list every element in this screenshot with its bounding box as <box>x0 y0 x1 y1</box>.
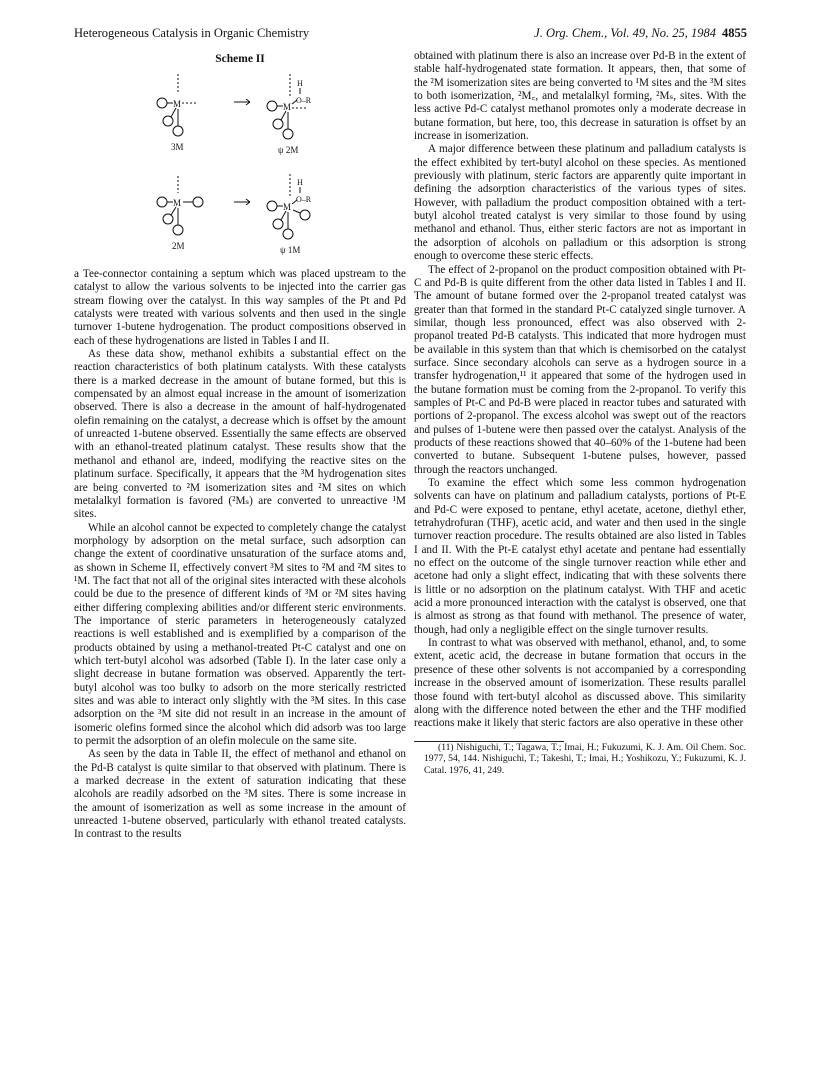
paragraph: While an alcohol cannot be expected to completely change the catalyst morphology by adsorption on the metal surface, such adsorption can change the extent of coordinative unsaturation of the surface atoms and, as shown in Scheme II, effectively convert ³M sites to ²M and ²M sites to ¹M. The fact that not all of the original sites interacted with these alcohols could be due to the presence of different kinds of ³M or ²M sites having either differing complexing abilities and/or different steric environments. The importance of steric parameters in heterogeneously catalyzed reactions is well established and is exemplified by a comparison of the products obtained by using a methanol-treated Pt-C catalyst and one on which tert-butyl alcohol was adsorbed (Table I). In the later case only a slight decrease in butane formation was observed. Apparently the tert-butyl alcohol was too bulky to adsorb on the more sterically restricted sites and was able to interact only slightly with the ³M sites. In this case adsorption on the ³M site did not result in an increase in the amount of isomeric olefins formed since the alcohol which did adsorb was too large to permit the adsorption of an olefin molecule on the same site. <box>74 521 406 748</box>
site-psi-2M-structure <box>267 74 312 139</box>
running-title: Heterogeneous Catalysis in Organic Chemistry <box>74 26 310 40</box>
svg-text:O–R: O–R <box>296 195 312 204</box>
svg-text:H: H <box>297 178 303 187</box>
paragraph: As seen by the data in Table II, the effect of methanol and ethanol on the Pd-B catalyst is quite similar to that observed with platinum. There is a marked decrease in the extent of saturation indicating that these alcohols are readily adsorbed on the ³M sites. There is some increase in the amount of isomerization as well as some increase in the amount of unreacted 1-butene observed, particularly with ethanol treated catalysts. In contrast to the results <box>74 748 406 841</box>
paragraph: To examine the effect which some less common hydrogenation solvents can have on platinum and palladium catalysts, portions of Pt-E and Pd-C were exposed to pentane, ethyl acetate, acetone, diethyl ether, tetrahydrofuran (THF), acetic acid, and water and then used in the single turnover reaction procedure. The results obtained are also listed in Tables I and II. With the Pt-E catalyst ethyl acetate and pentane had essentially no effect on the outcome of the single turnover reaction while ether and acetone had only a slight effect, indicating that with these solvents there is little or no adsorption on the platinum catalyst. With THF and acetic acid a more pronounced interaction with the catalyst is observed, one that is almost as strong as that found with methanol. The presence of water, though, had only a negligible effect on the single turnover results. <box>414 477 746 636</box>
svg-text:M: M <box>173 198 182 208</box>
label-2M: 2M <box>172 241 185 251</box>
site-2M-structure <box>157 176 203 235</box>
scheme-diagram <box>74 50 406 264</box>
paragraph: In contrast to what was observed with methanol, ethanol, and, to some extent, acetic acid, the decrease in butane formation that occurs in the presence of these other solvents is not accompanied by a corresponding increase in the observed amount of isomerization. These results parallel those found with tert-butyl alcohol as discussed above. This similarity along with the difference noted between the ether and the THF modified reactions make it likely that steric factors are also operative in these other <box>414 637 746 730</box>
svg-text:M: M <box>173 99 182 109</box>
label-psi-1M: ψ 1M <box>280 245 301 255</box>
scheme-title: Scheme II <box>215 53 265 65</box>
paragraph: a Tee-connector containing a septum which was placed upstream to the catalyst to allow the various solvents to be injected into the carrier gas stream flowing over the catalyst. In this way samples of the Pt and Pd catalysts were treated with various solvents and then used in the single turnover 1-butene hydrogenation. The product compositions observed in each of these hydrogenations are listed in Tables I and II. <box>74 268 406 347</box>
svg-text:O–R: O–R <box>296 96 312 105</box>
page-header <box>74 26 747 44</box>
label-psi-2M: ψ 2M <box>278 145 299 155</box>
svg-text:M: M <box>283 102 292 112</box>
journal-name: J. Org. Chem., Vol. 49, No. 25, 1984 <box>534 26 716 40</box>
paragraph: A major difference between these platinum and palladium catalysts is the effect exhibited by tert-butyl alcohol on these species. As mentioned previously with platinum, steric factors are apparently quite important in defining the adsorption characteristics of the various types of sites. However, with palladium the product composition obtained with a tert-butyl alcohol treated catalyst is very similar to those found by using methanol and ethanol. Thus, either steric factors are not as important in the adsorption of alcohols on palladium or this adsorption is strong enough to overcome these steric effects. <box>414 143 746 263</box>
site-3M-structure <box>157 74 196 136</box>
page-number: 4855 <box>722 26 747 40</box>
svg-text:M: M <box>283 202 292 212</box>
label-3M: 3M <box>171 142 184 152</box>
scheme-figure <box>74 50 406 264</box>
paragraph: obtained with platinum there is also an increase over Pd-B in the extent of stable half-hydrogenated state formation. It appears, then, that some of the ²M isomerization sites are being converted to ¹M sites and the ³M sites to both isomerization, ²M꜀, and metalalkyl forming, ²Mₛ, sites. With the less active Pd-C catalyst methanol promotes only a moderate decrease in butane formation, but here, too, this decrease in saturation is offset by an increase in isomerization. <box>414 50 746 143</box>
left-column <box>74 50 406 842</box>
journal-citation <box>534 26 747 41</box>
svg-text:H: H <box>297 79 303 88</box>
site-psi-1M-structure <box>267 174 312 239</box>
right-column <box>414 50 746 776</box>
footnote: (11) Nishiguchi, T.; Tagawa, T.; Imai, H.; Fukuzumi, K. J. Am. Oil Chem. Soc. 1977, 54, 144. Nishiguchi, T.; Takeshi, T.; Imai, H.; Yoshikozu, Y.; Fukuzumi, K. J. Catal. 1976, 41, 249. <box>424 741 746 776</box>
paragraph: The effect of 2-propanol on the product composition obtained with Pt-C and Pd-B is quite different from the other data listed in Tables I and II. The amount of butane formed over the 2-propanol treated catalyst was greater than that formed in the standard Pt-C catalyzed single turnover. A similar, though less pronounced, effect was also observed with 2-propanol treated Pd-B catalysts. This indicated that more hydrogen must be available in this system than that which is chemisorbed on the catalyst surface. Since secondary alcohols can serve as a hydrogen source in a transfer hydrogenation,¹¹ it appeared that some of the hydrogen used in the butane formation must be coming from the 2-propanol. To verify this samples of Pt-C and Pd-B were placed in reactor tubes and saturated with portions of 2-propanol. The excess alcohol was swept out of the reactors and pulses of 1-butene were then passed over the catalyst. Analysis of the products of these reactions showed that 40–60% of the 1-butene had been converted to butane. Subsequent 1-butene pulses, however, passed through the reactors unchanged. <box>414 263 746 476</box>
paragraph: As these data show, methanol exhibits a substantial effect on the reaction characteristics of both platinum catalysts. With these catalysts there is a marked decrease in the amount of butane formed, but this is compensated by an almost equal increase in the amount of isomerization observed. There is also a decrease in the amount of half-hydrogenated olefin remaining on the catalyst, a decrease which is offset by the amount of unreacted 1-butene observed. Essentially the same effects are observed with an ethanol-treated platinum catalyst. These results show that the methanol and ethanol are, indeed, modifying the reactive sites on the platinum surface. Specifically, it appears that the ³M hydrogenation sites are being converted to ²M isomerization sites and ²M sites on which metalalkyl formation is favored (²Mₛ) are converted to unreactive ¹M sites. <box>74 348 406 521</box>
